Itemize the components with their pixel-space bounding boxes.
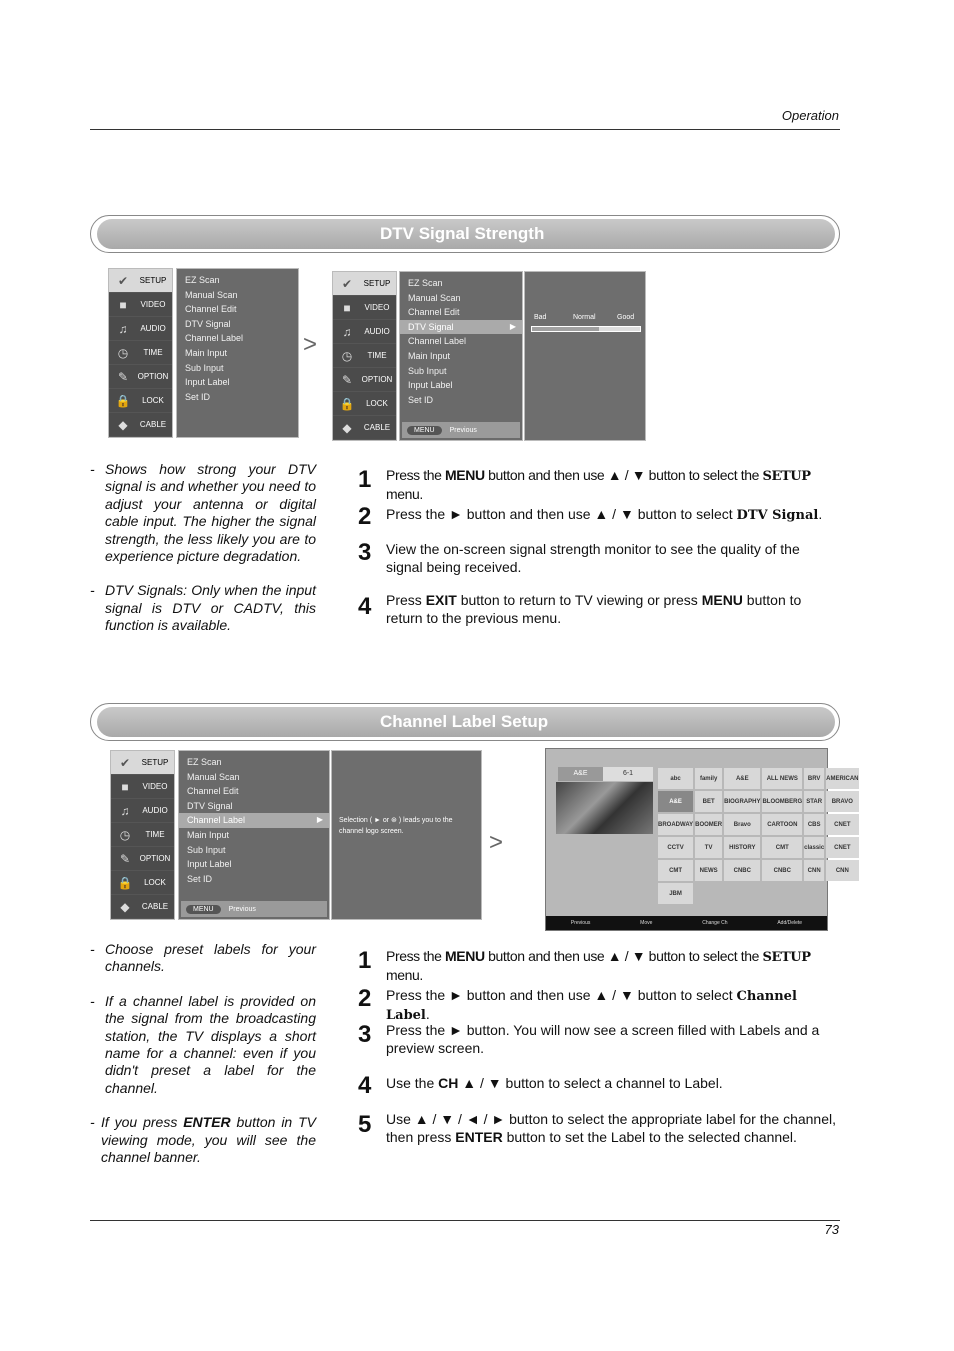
osd-sidebar-item-video bbox=[111, 775, 174, 799]
time-icon: ◷ bbox=[117, 345, 129, 360]
osd-sidebar-label: TIME bbox=[145, 830, 165, 839]
dtv-step-3: View the on-screen signal strength monitor to see the quality of the signal being received. bbox=[386, 541, 800, 575]
video-icon: ■ bbox=[343, 300, 351, 315]
channel-logo-cell[interactable]: CCTV bbox=[658, 837, 693, 858]
osd-sidebar-label: CABLE bbox=[139, 420, 167, 429]
osd-menu-item: EZ Scan bbox=[187, 757, 222, 767]
osd-sidebar-item-time bbox=[111, 823, 174, 847]
dtv-step-1: Press the MENU button and then use ▲ / ▼ button to select the SETUP menu. bbox=[386, 467, 811, 502]
osd-menu-item: Main Input bbox=[187, 829, 230, 840]
channel-logo-cell[interactable]: abc bbox=[658, 768, 693, 789]
cl-desc-2: If a channel label is provided on the signal from the broadcasting station, the TV displays a short name for a channel: even if you didn't preset a label for the channel. bbox=[105, 992, 316, 1096]
channel-label-desc: - Choose preset labels for your channels. - If a channel label is provided on the signal from the broadcasting station, the TV displays a short name for a channel: even if you didn't preset a label for the channel. - If you press ENTER button in TV viewing mode, you will see the channel banner. bbox=[90, 941, 316, 1166]
osd-sidebar-item-audio bbox=[109, 317, 172, 341]
osd-sidebar-item-setup bbox=[333, 272, 396, 296]
osd-sidebar-label: AUDIO bbox=[364, 327, 390, 336]
channel-logo-cell[interactable]: BOOMER bbox=[695, 814, 722, 835]
osd-menu-item: Main Input bbox=[185, 347, 228, 358]
osd-sidebar-label: VIDEO bbox=[364, 303, 390, 312]
osd-sidebar-label: LOCK bbox=[366, 399, 388, 408]
osd-sidebar-item-video bbox=[109, 293, 172, 317]
footer-rule bbox=[90, 1220, 840, 1221]
osd-menu-item: Sub Input bbox=[408, 365, 447, 376]
hint-panel bbox=[331, 750, 482, 920]
osd-sidebar-label: VIDEO bbox=[140, 300, 166, 309]
osd-menu-item: Set ID bbox=[187, 873, 213, 884]
channel-logo-cell[interactable]: CNET bbox=[826, 814, 858, 835]
option-icon: ✎ bbox=[117, 369, 129, 384]
menu-pill: MENU bbox=[407, 426, 442, 435]
dtv-desc: - Shows how strong your DTV signal is and whether you need to adjust your antenna or digital cable input. The higher the signal strength, the less likely you are to experience picture degradation. - DTV Signals: Only when the input signal is DTV or CADTV, this function is available. bbox=[90, 461, 316, 634]
channel-logo-cell[interactable]: classic bbox=[804, 837, 824, 858]
signal-normal-label: Normal bbox=[573, 314, 596, 321]
channel-logo-cell[interactable]: CNET bbox=[826, 837, 858, 858]
osd-sidebar-item-video bbox=[333, 296, 396, 320]
channel-logo-cell[interactable]: CARTOON bbox=[762, 814, 802, 835]
osd-sidebar-item-lock bbox=[333, 392, 396, 416]
cable-icon: ◆ bbox=[118, 417, 128, 432]
audio-icon: ♫ bbox=[118, 321, 128, 336]
channel-logo-cell[interactable]: CMT bbox=[658, 860, 693, 881]
cl-step-2: Press the ► button and then use ▲ / ▼ button to select Channel Label. bbox=[386, 987, 797, 1023]
osd-sidebar-item-option bbox=[333, 368, 396, 392]
osd-sidebar-label: AUDIO bbox=[142, 806, 168, 815]
cl-step-4: Use the CH ▲ / ▼ button to select a channel to Label. bbox=[386, 1075, 723, 1091]
option-icon: ✎ bbox=[119, 851, 131, 866]
step-number: 1 bbox=[358, 947, 372, 974]
signal-panel bbox=[524, 271, 646, 441]
osd-sidebar-label: CABLE bbox=[363, 423, 391, 432]
osd-sidebar-item-time bbox=[109, 341, 172, 365]
section-title-dtv bbox=[90, 215, 840, 253]
status-item: Move bbox=[640, 920, 653, 926]
osd-menu-item: Channel Edit bbox=[185, 304, 237, 315]
step-number: 2 bbox=[358, 985, 372, 1012]
osd-menu-item: Channel Label bbox=[408, 336, 467, 347]
preview-tab-1: A&E bbox=[558, 767, 603, 781]
step-number: 1 bbox=[358, 466, 372, 493]
channel-logo-cell[interactable]: NEWS bbox=[695, 860, 722, 881]
previous-label: Previous bbox=[449, 426, 477, 434]
channel-logo-screen bbox=[545, 748, 859, 931]
osd-sidebar-item-cable bbox=[109, 413, 172, 437]
channel-logo-cell[interactable]: BRV bbox=[804, 768, 824, 789]
dtv-step-2: Press the ► button and then use ▲ / ▼ button to select DTV Signal. bbox=[386, 506, 823, 523]
channel-logo-cell[interactable]: BET bbox=[695, 791, 722, 812]
osd-menu-item: Manual Scan bbox=[187, 771, 240, 782]
osd-sidebar-item-audio bbox=[111, 799, 174, 823]
cable-icon: ◆ bbox=[342, 420, 352, 435]
channel-logo-cell[interactable]: CMT bbox=[762, 837, 802, 858]
setup-icon: ✔ bbox=[117, 273, 129, 288]
setup-icon: ✔ bbox=[341, 276, 353, 291]
next-arrow-icon: > bbox=[303, 331, 318, 358]
channel-logo-cell[interactable]: CBS bbox=[804, 814, 824, 835]
step-number: 4 bbox=[358, 1072, 372, 1099]
next-arrow-icon: > bbox=[489, 829, 504, 856]
step-number: 5 bbox=[358, 1111, 372, 1138]
section-title-text: Channel Label Setup bbox=[97, 707, 835, 737]
previous-label: Previous bbox=[228, 905, 256, 913]
osd2-menubar bbox=[402, 422, 520, 438]
osd2-submenu bbox=[399, 271, 523, 441]
header-rule bbox=[90, 129, 840, 130]
osd-menu-item: Manual Scan bbox=[408, 292, 461, 303]
channel-logo-cell[interactable]: CNN bbox=[804, 860, 824, 881]
osd-menu-item: Input Label bbox=[187, 859, 232, 870]
audio-icon: ♫ bbox=[120, 803, 130, 818]
channel-logo-cell[interactable]: BRAVO bbox=[826, 791, 858, 812]
channel-logo-cell[interactable]: HISTORY bbox=[724, 837, 760, 858]
osd3-menubar bbox=[181, 901, 327, 917]
channel-logo-cell[interactable]: CNBC bbox=[762, 860, 802, 881]
signal-bad-label: Bad bbox=[534, 314, 547, 321]
step-number: 2 bbox=[358, 503, 372, 530]
osd-sidebar-item-audio bbox=[333, 320, 396, 344]
osd-sidebar-label: OPTION bbox=[361, 375, 393, 384]
osd1-submenu bbox=[176, 268, 299, 438]
dtv-desc-2: DTV Signals: Only when the input signal is DTV or CADTV, this function is available. bbox=[105, 582, 316, 634]
option-icon: ✎ bbox=[341, 372, 353, 387]
signal-fill bbox=[532, 327, 599, 331]
cable-icon: ◆ bbox=[120, 899, 130, 914]
osd-menu-item: DTV Signal bbox=[187, 800, 233, 811]
osd-menu-item: Main Input bbox=[408, 350, 451, 361]
lock-icon: 🔒 bbox=[117, 875, 133, 890]
cl-step-5: Use ▲ / ▼ / ◄ / ► button to select the appropriate label for the channel, then press ENTER button to set the Label to the selected channel. bbox=[386, 1111, 836, 1145]
channel-logo-cell[interactable]: STAR bbox=[804, 791, 824, 812]
channel-logo-cell[interactable]: TV bbox=[695, 837, 722, 858]
lock-icon: 🔒 bbox=[339, 396, 355, 411]
menu-pill: MENU bbox=[186, 905, 221, 914]
osd-sidebar-item-lock bbox=[111, 871, 174, 895]
osd-sidebar-label: SETUP bbox=[139, 276, 167, 285]
status-item: Add/Delete bbox=[777, 920, 803, 926]
time-icon: ◷ bbox=[119, 827, 131, 842]
channel-logo-cell[interactable]: BLOOMBERG bbox=[762, 791, 802, 812]
osd-menu-item: Channel Edit bbox=[187, 786, 239, 797]
header-label: Operation bbox=[781, 108, 839, 123]
osd-sidebar-label: SETUP bbox=[141, 758, 169, 767]
osd-menu-item: Sub Input bbox=[187, 844, 226, 855]
osd-sidebar-item-setup bbox=[109, 269, 172, 293]
osd-menu-item: Input Label bbox=[185, 377, 230, 388]
page-number: 73 bbox=[824, 1222, 839, 1237]
channel-logo-cell[interactable]: BROADWAY bbox=[658, 814, 693, 835]
osd2-sidebar bbox=[332, 271, 397, 441]
channel-logo-cell[interactable]: A&E bbox=[724, 768, 760, 789]
osd-menu-item: EZ Scan bbox=[408, 278, 443, 288]
status-item: Previous bbox=[570, 920, 591, 926]
osd-sidebar-label: OPTION bbox=[139, 854, 171, 863]
channel-logo-cell[interactable]: JBM bbox=[658, 883, 693, 904]
channel-logo-cell[interactable]: AMERICAN bbox=[826, 768, 858, 789]
cl-desc-3: - If you press ENTER button in TV viewing mode, you will see the channel banner. bbox=[90, 1114, 316, 1166]
channel-logo-cell[interactable]: Bravo bbox=[724, 814, 760, 835]
channel-logo-cell[interactable]: CNN bbox=[826, 860, 858, 881]
lock-icon: 🔒 bbox=[115, 393, 131, 408]
osd-sidebar-item-cable bbox=[333, 416, 396, 440]
signal-bar bbox=[531, 326, 641, 332]
play-right-icon: ▶ bbox=[509, 321, 516, 331]
osd-sidebar-item-setup bbox=[111, 751, 174, 775]
section-title-channel-label bbox=[90, 703, 840, 741]
logo-grid bbox=[658, 768, 859, 904]
osd-menu-item: DTV Signal bbox=[185, 318, 231, 329]
osd-sidebar-label: VIDEO bbox=[142, 782, 168, 791]
channel-logo-cell[interactable]: A&E bbox=[658, 791, 693, 812]
osd-sidebar-item-time bbox=[333, 344, 396, 368]
osd-menu-item: DTV Signal ▶ bbox=[400, 320, 522, 335]
osd-sidebar-item-option bbox=[111, 847, 174, 871]
video-icon: ■ bbox=[121, 779, 129, 794]
audio-icon: ♫ bbox=[342, 324, 352, 339]
play-right-icon: ▶ bbox=[316, 815, 323, 825]
setup-icon: ✔ bbox=[119, 755, 131, 770]
status-item: Change Ch bbox=[702, 920, 728, 926]
osd3-sidebar bbox=[110, 750, 175, 920]
step-number: 4 bbox=[358, 593, 372, 620]
osd-menu-item: Manual Scan bbox=[185, 289, 238, 300]
osd1-sidebar bbox=[108, 268, 173, 438]
osd-menu-item: EZ Scan bbox=[185, 275, 220, 285]
osd-sidebar-label: TIME bbox=[143, 348, 163, 357]
section-title-text: DTV Signal Strength bbox=[97, 219, 835, 249]
osd-menu-item: Input Label bbox=[408, 380, 453, 391]
osd-menu-item: Sub Input bbox=[185, 362, 224, 373]
osd-sidebar-item-cable bbox=[111, 895, 174, 919]
signal-good-label: Good bbox=[617, 314, 635, 321]
time-icon: ◷ bbox=[341, 348, 353, 363]
osd3-submenu bbox=[178, 750, 330, 920]
cl-desc-1: Choose preset labels for your channels. bbox=[105, 941, 316, 975]
cl-step-1: Press the MENU button and then use ▲ / ▼ button to select the SETUP menu. bbox=[386, 948, 811, 983]
step-number: 3 bbox=[358, 539, 372, 566]
osd-sidebar-item-option bbox=[109, 365, 172, 389]
step-number: 3 bbox=[358, 1021, 372, 1048]
osd-sidebar-item-lock bbox=[109, 389, 172, 413]
osd-menu-item: Set ID bbox=[185, 391, 211, 402]
cl-step-3: Press the ► button. You will now see a screen filled with Labels and a preview screen. bbox=[386, 1022, 820, 1056]
osd-sidebar-label: LOCK bbox=[144, 878, 166, 887]
osd-sidebar-label: CABLE bbox=[141, 902, 169, 911]
osd-menu-item: Channel Label ▶ bbox=[179, 813, 329, 828]
preview-tab-2: 6-1 bbox=[603, 767, 653, 781]
channel-logo-cell[interactable]: ALL NEWS bbox=[762, 768, 802, 789]
osd-sidebar-label: AUDIO bbox=[140, 324, 166, 333]
preview-image bbox=[556, 782, 653, 834]
osd-menu-item: Set ID bbox=[408, 394, 434, 405]
channel-logo-cell[interactable]: CNBC bbox=[724, 860, 760, 881]
dtv-desc-1: Shows how strong your DTV signal is and whether you need to adjust your antenna or digital cable input. The higher the signal strength, the less likely you are to experience picture degradation. bbox=[105, 461, 316, 565]
logo-status-bar bbox=[546, 916, 827, 930]
hint-text: Selection ( ► or ⊛ ) leads you to the channel logo screen. bbox=[339, 817, 453, 835]
osd-sidebar-label: TIME bbox=[367, 351, 387, 360]
osd-sidebar-label: LOCK bbox=[142, 396, 164, 405]
channel-logo-cell[interactable]: BIOGRAPHY bbox=[724, 791, 760, 812]
dtv-step-4: Press EXIT button to return to TV viewing or press MENU button to return to the previous menu. bbox=[386, 592, 802, 626]
video-icon: ■ bbox=[119, 297, 127, 312]
osd-menu-item: Channel Label bbox=[185, 333, 244, 344]
osd-sidebar-label: SETUP bbox=[363, 279, 391, 288]
osd-menu-item: Channel Edit bbox=[408, 307, 460, 318]
osd-sidebar-label: OPTION bbox=[137, 372, 169, 381]
channel-logo-cell[interactable]: family bbox=[695, 768, 722, 789]
